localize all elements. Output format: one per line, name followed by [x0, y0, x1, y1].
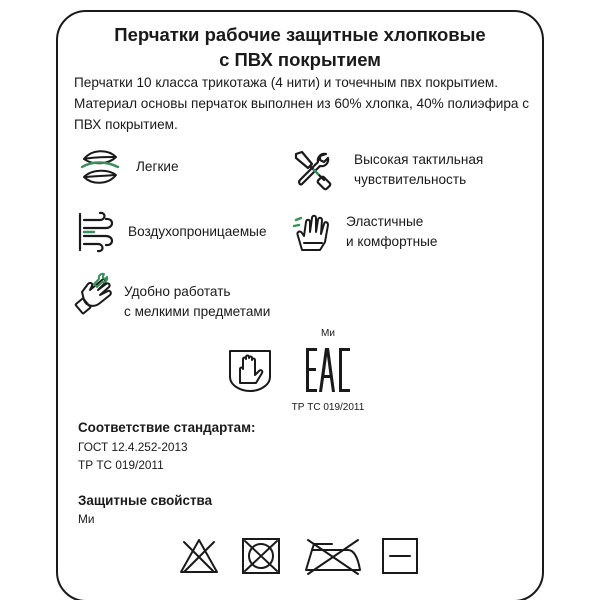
- feature-label: Высокая тактильная чувствительность: [354, 152, 484, 187]
- no-tumble-dry-icon: [240, 536, 282, 576]
- feature-label: Удобно работать с мелкими предметами: [124, 284, 271, 319]
- dry-flat-icon: [380, 536, 420, 576]
- no-bleach-icon: [178, 536, 220, 576]
- glove-stretch-icon: [290, 210, 334, 254]
- product-description: Перчатки 10 класса трикотажа (4 нити) и точечным пвх покрытием. Материал основы перчаток выполнен из 60% хлопка, 40% полиэфира с ПВХ покрытием.: [74, 75, 530, 132]
- protective-glove-shield-icon: [226, 347, 274, 393]
- title-line-1: Перчатки рабочие защитные хлопковые: [114, 24, 486, 45]
- feature-small-objects: [74, 264, 270, 322]
- standards-title: Соответствие стандартам:: [78, 420, 256, 435]
- standards-line: ГОСТ 12.4.252-2013: [78, 440, 188, 454]
- feather-leaf-icon: [78, 145, 122, 189]
- feature-label: Легкие: [136, 159, 179, 174]
- feature-label: Воздухопроницаемые: [128, 224, 267, 239]
- title-line-2: с ПВХ покрытием: [219, 49, 381, 70]
- protective-title: Защитные свойства: [78, 493, 213, 508]
- product-title: [56, 22, 544, 72]
- eac-top-label: Ми: [321, 328, 335, 339]
- protective-value: Ми: [78, 512, 95, 526]
- eac-bottom-label: ТР ТС 019/2011: [291, 402, 365, 413]
- air-flow-icon: [74, 210, 118, 254]
- feature-elastic: [290, 210, 437, 254]
- feature-light: [78, 145, 179, 189]
- feature-tactile: [290, 148, 483, 192]
- no-ironing-icon: [302, 536, 364, 576]
- hand-wrench-icon: [74, 270, 120, 316]
- standards-line: ТР ТС 019/2011: [78, 458, 164, 472]
- feature-label: Эластичные и комфортные: [346, 214, 438, 249]
- feature-breathable: [74, 210, 267, 254]
- eac-certification-icon: [305, 346, 351, 394]
- screwdriver-wrench-icon: [290, 148, 334, 192]
